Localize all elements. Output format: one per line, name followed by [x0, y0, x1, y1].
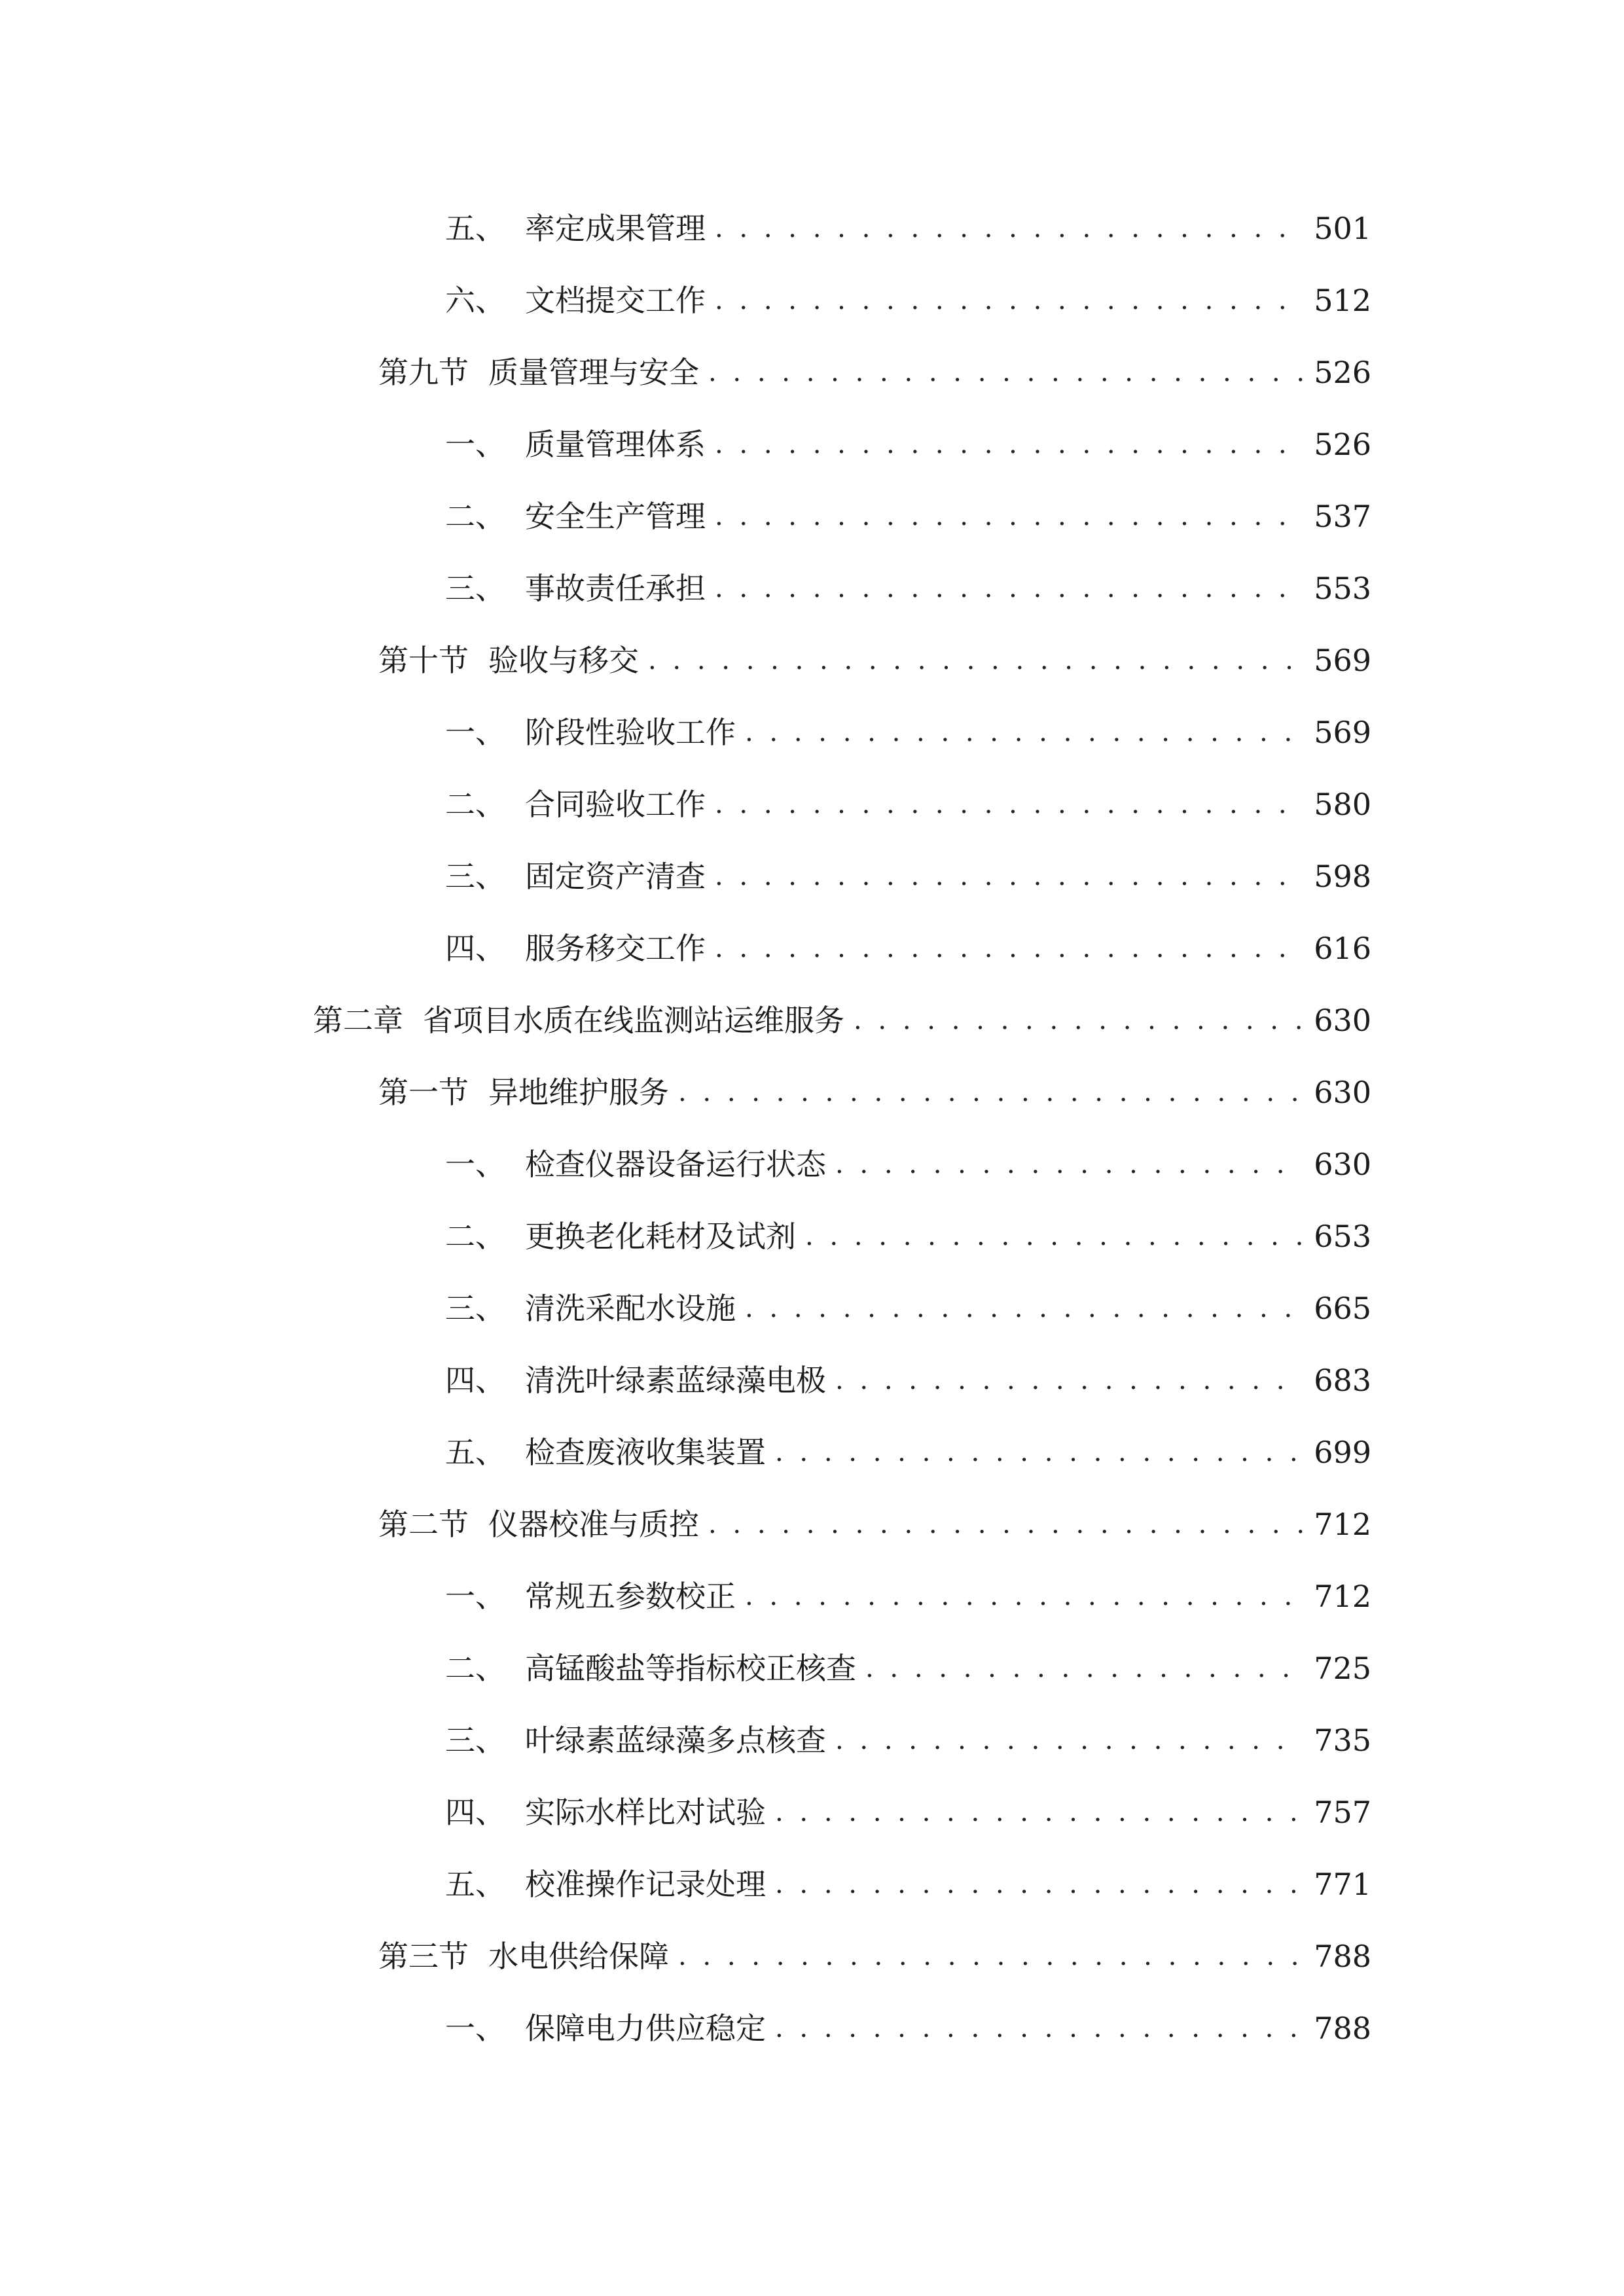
- entry-page-number: 725: [1314, 1651, 1371, 1686]
- toc-entry[interactable]: [445, 1281, 1371, 1336]
- entry-page-number: 683: [1314, 1363, 1371, 1398]
- entry-page-number: 537: [1314, 499, 1371, 534]
- entry-number: 一、: [445, 2011, 505, 2046]
- entry-title: 清洗叶绿素蓝绿藻电极: [525, 1363, 826, 1398]
- entry-number: 二、: [445, 499, 505, 534]
- entry-page-number: 630: [1314, 1075, 1371, 1110]
- toc-entry[interactable]: [445, 1425, 1371, 1480]
- toc-entry[interactable]: [445, 1209, 1371, 1264]
- entry-title: 合同验收工作: [525, 787, 706, 822]
- entry-number: 第三节: [378, 1939, 469, 1974]
- entry-title: 保障电力供应稳定: [525, 2011, 766, 2046]
- dot-leader: [775, 1425, 1303, 1480]
- toc-entry[interactable]: [378, 633, 1371, 688]
- entry-number: 第九节: [378, 355, 469, 390]
- dot-leader: [745, 1281, 1303, 1336]
- toc-entry[interactable]: [445, 273, 1371, 328]
- entry-title: 省项目水质在线监测站运维服务: [423, 1003, 844, 1038]
- dot-leader: [715, 921, 1303, 976]
- entry-number: 一、: [445, 1147, 505, 1182]
- dot-leader: [715, 489, 1303, 544]
- entry-page-number: 735: [1314, 1723, 1371, 1758]
- entry-page-number: 788: [1314, 1939, 1371, 1974]
- entry-page-number: 616: [1314, 931, 1371, 966]
- entry-number: 二、: [445, 1219, 505, 1254]
- entry-page-number: 630: [1314, 1147, 1371, 1182]
- toc-entry[interactable]: [378, 1497, 1371, 1552]
- dot-leader: [678, 1065, 1303, 1120]
- entry-title: 文档提交工作: [525, 283, 706, 318]
- entry-page-number: 512: [1314, 283, 1371, 318]
- toc-entry[interactable]: [445, 1137, 1371, 1192]
- dot-leader: [715, 273, 1303, 328]
- entry-page-number: 699: [1314, 1435, 1371, 1470]
- entry-page-number: 569: [1314, 715, 1371, 750]
- toc-entry[interactable]: [445, 1857, 1371, 1912]
- entry-number: 五、: [445, 1435, 505, 1470]
- dot-leader: [775, 1785, 1303, 1840]
- toc-entry[interactable]: [445, 417, 1371, 472]
- entry-title: 质量管理体系: [525, 427, 706, 462]
- entry-page-number: 630: [1314, 1003, 1371, 1038]
- entry-page-number: 712: [1314, 1579, 1371, 1614]
- entry-title: 率定成果管理: [525, 211, 706, 246]
- entry-title: 叶绿素蓝绿藻多点核查: [525, 1723, 826, 1758]
- entry-title: 清洗采配水设施: [525, 1291, 736, 1326]
- dot-leader: [865, 1641, 1303, 1696]
- toc-entry[interactable]: [445, 777, 1371, 832]
- toc-entry[interactable]: [445, 1785, 1371, 1840]
- entry-number: 五、: [445, 211, 505, 246]
- toc-entry[interactable]: [445, 1569, 1371, 1624]
- entry-title: 检查仪器设备运行状态: [525, 1147, 826, 1182]
- entry-number: 二、: [445, 1651, 505, 1686]
- entry-number: 四、: [445, 1795, 505, 1830]
- entry-title: 实际水样比对试验: [525, 1795, 766, 1830]
- entry-page-number: 501: [1314, 211, 1371, 246]
- dot-leader: [835, 1713, 1303, 1768]
- dot-leader: [708, 1497, 1303, 1552]
- entry-number: 第二节: [378, 1507, 469, 1542]
- entry-title: 校准操作记录处理: [525, 1867, 766, 1902]
- entry-number: 六、: [445, 283, 505, 318]
- entry-title: 异地维护服务: [488, 1075, 669, 1110]
- entry-title: 更换老化耗材及试剂: [525, 1219, 796, 1254]
- entry-number: 五、: [445, 1867, 505, 1902]
- toc-entry[interactable]: [445, 201, 1371, 256]
- dot-leader: [745, 1569, 1303, 1624]
- entry-title: 验收与移交: [488, 643, 639, 678]
- entry-page-number: 788: [1314, 2011, 1371, 2046]
- toc-entry[interactable]: [445, 921, 1371, 976]
- entry-number: 三、: [445, 859, 505, 894]
- entry-page-number: 712: [1314, 1507, 1371, 1542]
- dot-leader: [715, 777, 1303, 832]
- entry-title: 质量管理与安全: [488, 355, 699, 390]
- toc-entry[interactable]: [445, 849, 1371, 904]
- toc-entry[interactable]: [445, 1713, 1371, 1768]
- dot-leader: [715, 561, 1303, 616]
- entry-number: 第二章: [313, 1003, 403, 1038]
- entry-page-number: 526: [1314, 355, 1371, 390]
- toc-entry[interactable]: [445, 1641, 1371, 1696]
- entry-page-number: 665: [1314, 1291, 1371, 1326]
- toc-entry[interactable]: [445, 1353, 1371, 1408]
- toc-entry[interactable]: [445, 705, 1371, 760]
- entry-number: 三、: [445, 571, 505, 606]
- entry-number: 四、: [445, 931, 505, 966]
- entry-number: 第十节: [378, 643, 469, 678]
- entry-page-number: 553: [1314, 571, 1371, 606]
- entry-page-number: 757: [1314, 1795, 1371, 1830]
- dot-leader: [835, 1137, 1303, 1192]
- dot-leader: [715, 417, 1303, 472]
- entry-number: 二、: [445, 787, 505, 822]
- entry-number: 四、: [445, 1363, 505, 1398]
- entry-title: 事故责任承担: [525, 571, 706, 606]
- entry-number: 一、: [445, 715, 505, 750]
- entry-page-number: 771: [1314, 1867, 1371, 1902]
- dot-leader: [715, 849, 1303, 904]
- toc-entry[interactable]: [378, 1065, 1371, 1120]
- entry-title: 服务移交工作: [525, 931, 706, 966]
- entry-title: 安全生产管理: [525, 499, 706, 534]
- toc-entry[interactable]: [445, 489, 1371, 544]
- entry-page-number: 526: [1314, 427, 1371, 462]
- entry-title: 仪器校准与质控: [488, 1507, 699, 1542]
- toc-entry[interactable]: [378, 1929, 1371, 1984]
- dot-leader: [745, 705, 1303, 760]
- entry-page-number: 598: [1314, 859, 1371, 894]
- dot-leader: [775, 2001, 1303, 2056]
- entry-page-number: 580: [1314, 787, 1371, 822]
- toc-entry[interactable]: [313, 993, 1371, 1048]
- entry-title: 固定资产清查: [525, 859, 706, 894]
- toc-entry[interactable]: [378, 345, 1371, 400]
- entry-title: 检查废液收集装置: [525, 1435, 766, 1470]
- entry-page-number: 569: [1314, 643, 1371, 678]
- entry-number: 三、: [445, 1291, 505, 1326]
- entry-number: 一、: [445, 1579, 505, 1614]
- entry-number: 三、: [445, 1723, 505, 1758]
- dot-leader: [805, 1209, 1303, 1264]
- entry-title: 高锰酸盐等指标校正核查: [525, 1651, 856, 1686]
- entry-number: 第一节: [378, 1075, 469, 1110]
- dot-leader: [775, 1857, 1303, 1912]
- dot-leader: [648, 633, 1303, 688]
- entry-number: 一、: [445, 427, 505, 462]
- entry-page-number: 653: [1314, 1219, 1371, 1254]
- toc-entry[interactable]: [445, 561, 1371, 616]
- entry-title: 常规五参数校正: [525, 1579, 736, 1614]
- dot-leader: [715, 201, 1303, 256]
- dot-leader: [708, 345, 1303, 400]
- entry-title: 水电供给保障: [488, 1939, 669, 1974]
- entry-title: 阶段性验收工作: [525, 715, 736, 750]
- dot-leader: [854, 993, 1303, 1048]
- dot-leader: [835, 1353, 1303, 1408]
- toc-entry[interactable]: [445, 2001, 1371, 2056]
- dot-leader: [678, 1929, 1303, 1984]
